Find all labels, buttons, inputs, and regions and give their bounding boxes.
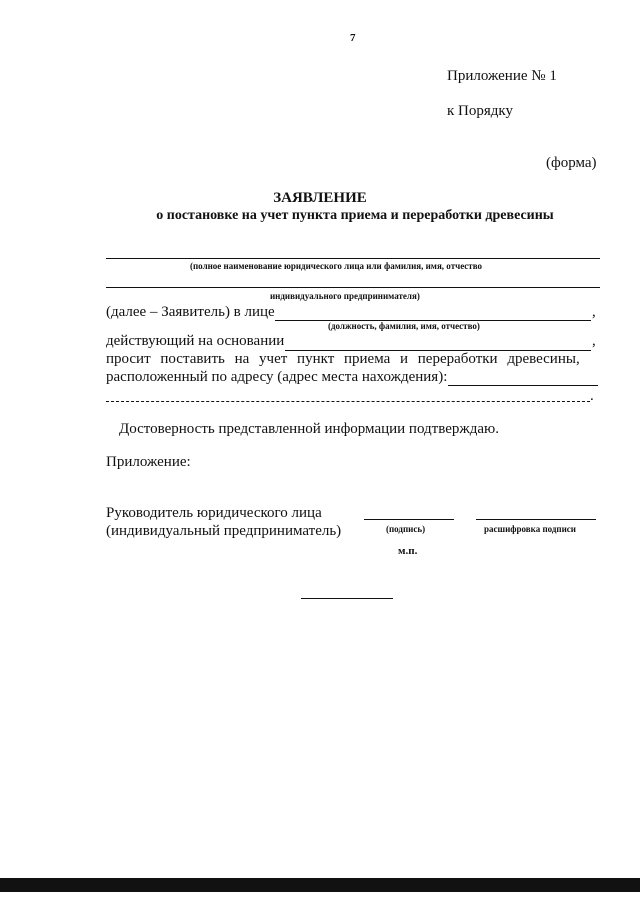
form-label: (форма) bbox=[546, 155, 597, 171]
applicant-name-caption: (полное наименование юридического лица или фамилия, имя, отчество bbox=[190, 261, 483, 271]
signature-line bbox=[364, 519, 454, 520]
signature-caption: (подпись) bbox=[386, 524, 426, 534]
applicant-name-caption-2: индивидуального предпринимателя) bbox=[270, 291, 420, 301]
appendix-number: Приложение № 1 bbox=[447, 68, 557, 84]
applicant-name-line-2 bbox=[106, 287, 600, 288]
signatory-role-line-1: Руководитель юридического лица bbox=[106, 505, 322, 521]
seal-place-label: м.п. bbox=[398, 545, 418, 557]
address-period: . bbox=[590, 388, 594, 404]
signature-decode-caption: расшифровка подписи bbox=[484, 524, 576, 534]
represented-by-label: (далее – Заявитель) в лице bbox=[106, 304, 275, 320]
page-number: 7 bbox=[350, 32, 356, 44]
address-line bbox=[448, 385, 598, 386]
signature-decode-line bbox=[476, 519, 596, 520]
representative-comma: , bbox=[592, 304, 596, 320]
scan-edge-bar bbox=[0, 878, 640, 892]
acting-basis-comma: , bbox=[592, 333, 596, 349]
confirmation-text: Достоверность представленной информации подтверждаю. bbox=[119, 421, 499, 437]
document-subtitle: о постановке на учет пункта приема и переработки древесины bbox=[156, 208, 554, 223]
signatory-role-line-2: (индивидуальный предприниматель) bbox=[106, 523, 342, 539]
position-caption: (должность, фамилия, имя, отчество) bbox=[328, 321, 480, 331]
address-line-2 bbox=[106, 401, 590, 402]
request-text-line-2: расположенный по адресу (адрес места нахождения): bbox=[106, 369, 448, 385]
closing-separator bbox=[301, 598, 393, 599]
applicant-name-line bbox=[106, 258, 600, 259]
request-text-line-1: просит поставить на учет пункт приема и переработки древесины, bbox=[106, 351, 580, 367]
appendix-reference: к Порядку bbox=[447, 103, 513, 119]
acting-basis-label: действующий на основании bbox=[106, 333, 285, 349]
attachment-label: Приложение: bbox=[106, 454, 191, 470]
document-title: ЗАЯВЛЕНИЕ bbox=[273, 190, 367, 206]
